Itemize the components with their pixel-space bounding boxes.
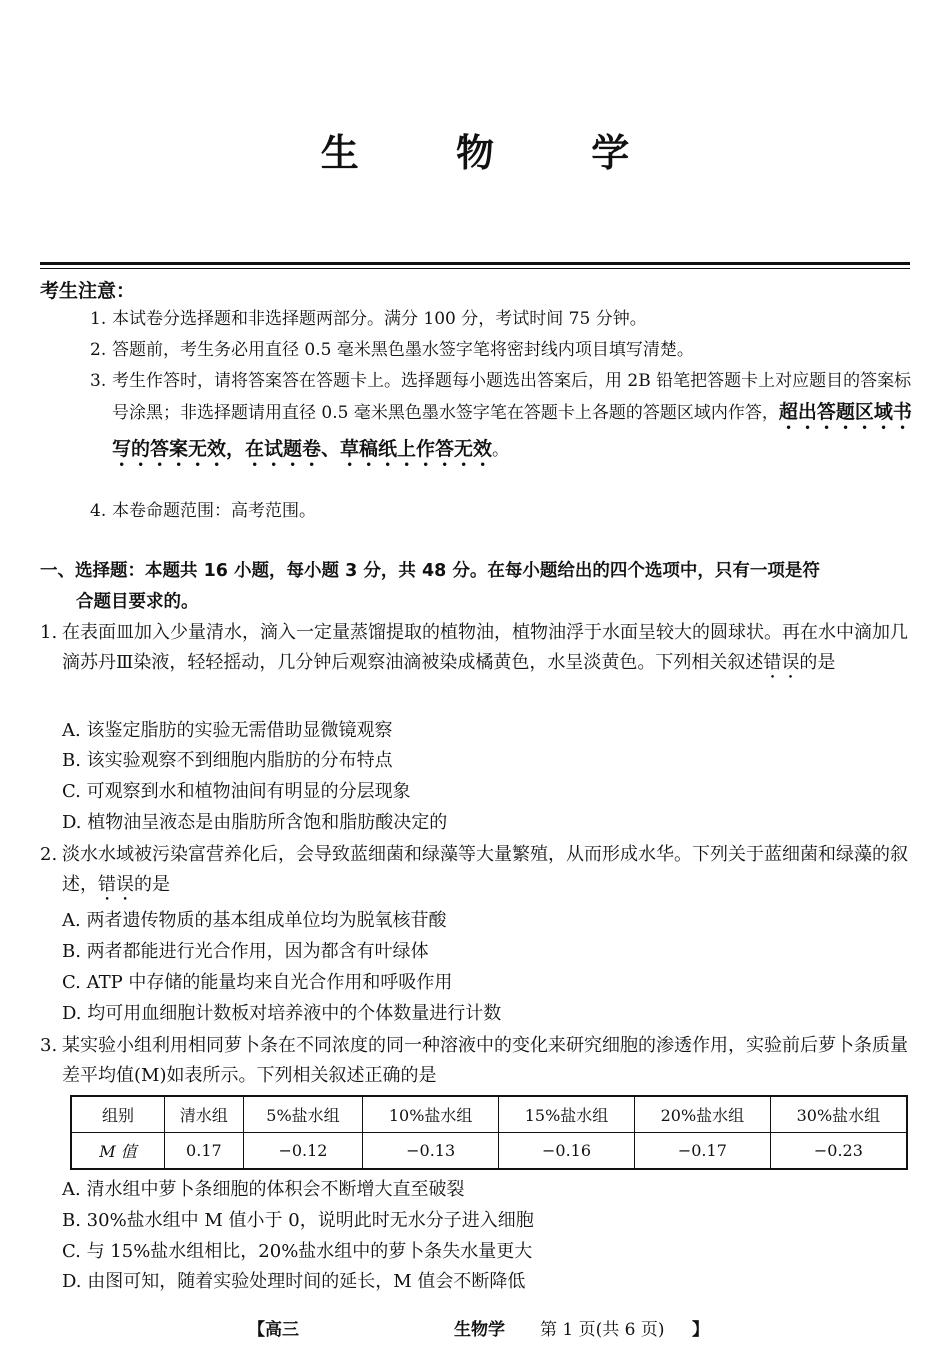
results-table — [70, 1095, 908, 1170]
notice-emphasis: 超出答题区域书写的答案无效，在试题卷、草稿纸上作答无效 — [112, 401, 912, 460]
table-cell: M 值 — [71, 1133, 165, 1170]
question-number: 1. — [40, 622, 58, 643]
question-2-option-a: A. 两者遗传物质的基本组成单位均为脱氧核苷酸 — [62, 910, 447, 931]
question-emphasis: 错误 — [98, 874, 134, 895]
notice-item — [90, 496, 912, 527]
table-cell: −0.13 — [363, 1133, 499, 1170]
question-text — [40, 618, 912, 683]
question-3-option-d: D. 由图可知，随着实验处理时间的延长，M 值会不断降低 — [62, 1271, 526, 1292]
table-header-row — [71, 1096, 907, 1133]
notice-text-main: 考生作答时，请将答案答在答题卡上。选择题每小题选出答案后，用 2B 铅笔把答题卡上对应题目的答案标号涂黑；非选择题请用直径 0.5 毫米黑色墨水签字笔在答题卡上各题的答题区域内作答， — [112, 371, 912, 423]
question-number: 2. — [40, 844, 58, 865]
section-heading-line2: 合题目要求的。 — [76, 592, 199, 612]
table-header-cell: 5%盐水组 — [243, 1096, 362, 1133]
question-3-option-a: A. 清水组中萝卜条细胞的体积会不断增大直至破裂 — [62, 1179, 465, 1200]
question-3-option-b: B. 30%盐水组中 M 值小于 0，说明此时无水分子进入细胞 — [62, 1210, 534, 1231]
question-1-option-d: D. 植物油呈液态是由脂肪所含饱和脂肪酸决定的 — [62, 812, 448, 833]
table-cell: −0.23 — [770, 1133, 907, 1170]
question-1-option-a: A. 该鉴定脂肪的实验无需借助显微镜观察 — [62, 720, 393, 741]
notice-item — [90, 304, 912, 335]
table-header-cell: 15%盐水组 — [499, 1096, 635, 1133]
table-header-cell: 组别 — [71, 1096, 165, 1133]
table-header-cell: 10%盐水组 — [363, 1096, 499, 1133]
question-emphasis: 错误 — [763, 652, 800, 673]
notice-text — [90, 366, 912, 471]
question-1-option-b: B. 该实验观察不到细胞内脂肪的分布特点 — [62, 750, 393, 771]
notice-text: 本试卷分选择题和非选择题两部分。满分 100 分，考试时间 75 分钟。 — [112, 309, 647, 329]
question-2-stem — [40, 840, 912, 905]
notice-item — [90, 366, 912, 471]
section-heading-line1: 一、选择题：本题共 16 小题，每小题 3 分，共 48 分。在每小题给出的四个选项中，只有一项是符 — [40, 561, 820, 581]
notice-text: 答题前，考生务必用直径 0.5 毫米黑色墨水签字笔将密封线内项目填写清楚。 — [112, 340, 694, 360]
question-text — [40, 840, 912, 905]
table-cell: 0.17 — [165, 1133, 244, 1170]
footer-subject: 生物学 — [454, 1320, 505, 1340]
question-text-end: 的是 — [134, 874, 170, 895]
table-cell: −0.17 — [634, 1133, 770, 1170]
question-3-option-c: C. 与 15%盐水组相比，20%盐水组中的萝卜条失水量更大 — [62, 1241, 533, 1262]
question-2-option-c: C. ATP 中存储的能量均来自光合作用和呼吸作用 — [62, 972, 453, 993]
divider-thin — [40, 268, 910, 269]
table-cell: −0.16 — [499, 1133, 635, 1170]
table-header-cell: 30%盐水组 — [770, 1096, 907, 1133]
notice-item — [90, 335, 912, 366]
question-number: 3. — [40, 1035, 58, 1056]
notice-number: 3. — [90, 371, 107, 391]
table-header-cell: 清水组 — [165, 1096, 244, 1133]
footer-bracket: 】 — [692, 1320, 709, 1340]
divider-thick — [40, 262, 910, 265]
table-cell: −0.12 — [243, 1133, 362, 1170]
notice-text-end: 。 — [492, 440, 510, 460]
question-text-end: 的是 — [799, 652, 836, 673]
question-3-stem — [40, 1031, 912, 1091]
table-header-cell: 20%盐水组 — [634, 1096, 770, 1133]
question-2-option-b: B. 两者都能进行光合作用，因为都含有叶绿体 — [62, 941, 429, 962]
notice-heading: 考生注意： — [40, 280, 136, 302]
notice-number: 4. — [90, 501, 107, 521]
question-text-main: 淡水水域被污染富营养化后，会导致蓝细菌和绿藻等大量繁殖，从而形成水华。下列关于蓝细菌和绿藻的叙述， — [62, 844, 908, 895]
footer-page-number: 第 1 页(共 6 页) — [540, 1320, 665, 1340]
question-1-stem — [40, 618, 912, 683]
page-title: 生 物 学 — [320, 131, 672, 175]
notice-number: 2. — [90, 340, 107, 360]
question-text-main: 在表面皿加入少量清水，滴入一定量蒸馏提取的植物油，植物油浮于水面呈较大的圆球状。再在水中滴加几滴苏丹Ⅲ染液，轻轻摇动，几分钟后观察油滴被染成橘黄色，水呈淡黄色。下列相关叙述 — [62, 622, 908, 673]
question-2-option-d: D. 均可用血细胞计数板对培养液中的个体数量进行计数 — [62, 1003, 502, 1024]
table-row — [71, 1133, 907, 1170]
question-text: 某实验小组利用相同萝卜条在不同浓度的同一种溶液中的变化来研究细胞的渗透作用，实验前后萝卜条质量差平均值(M)如表所示。下列相关叙述正确的是 — [62, 1035, 908, 1086]
question-1-option-c: C. 可观察到水和植物油间有明显的分层现象 — [62, 781, 411, 802]
notice-number: 1. — [90, 309, 107, 329]
footer-grade: 【高三 — [248, 1320, 299, 1340]
notice-text: 本卷命题范围：高考范围。 — [112, 501, 316, 521]
section-heading — [40, 556, 912, 618]
